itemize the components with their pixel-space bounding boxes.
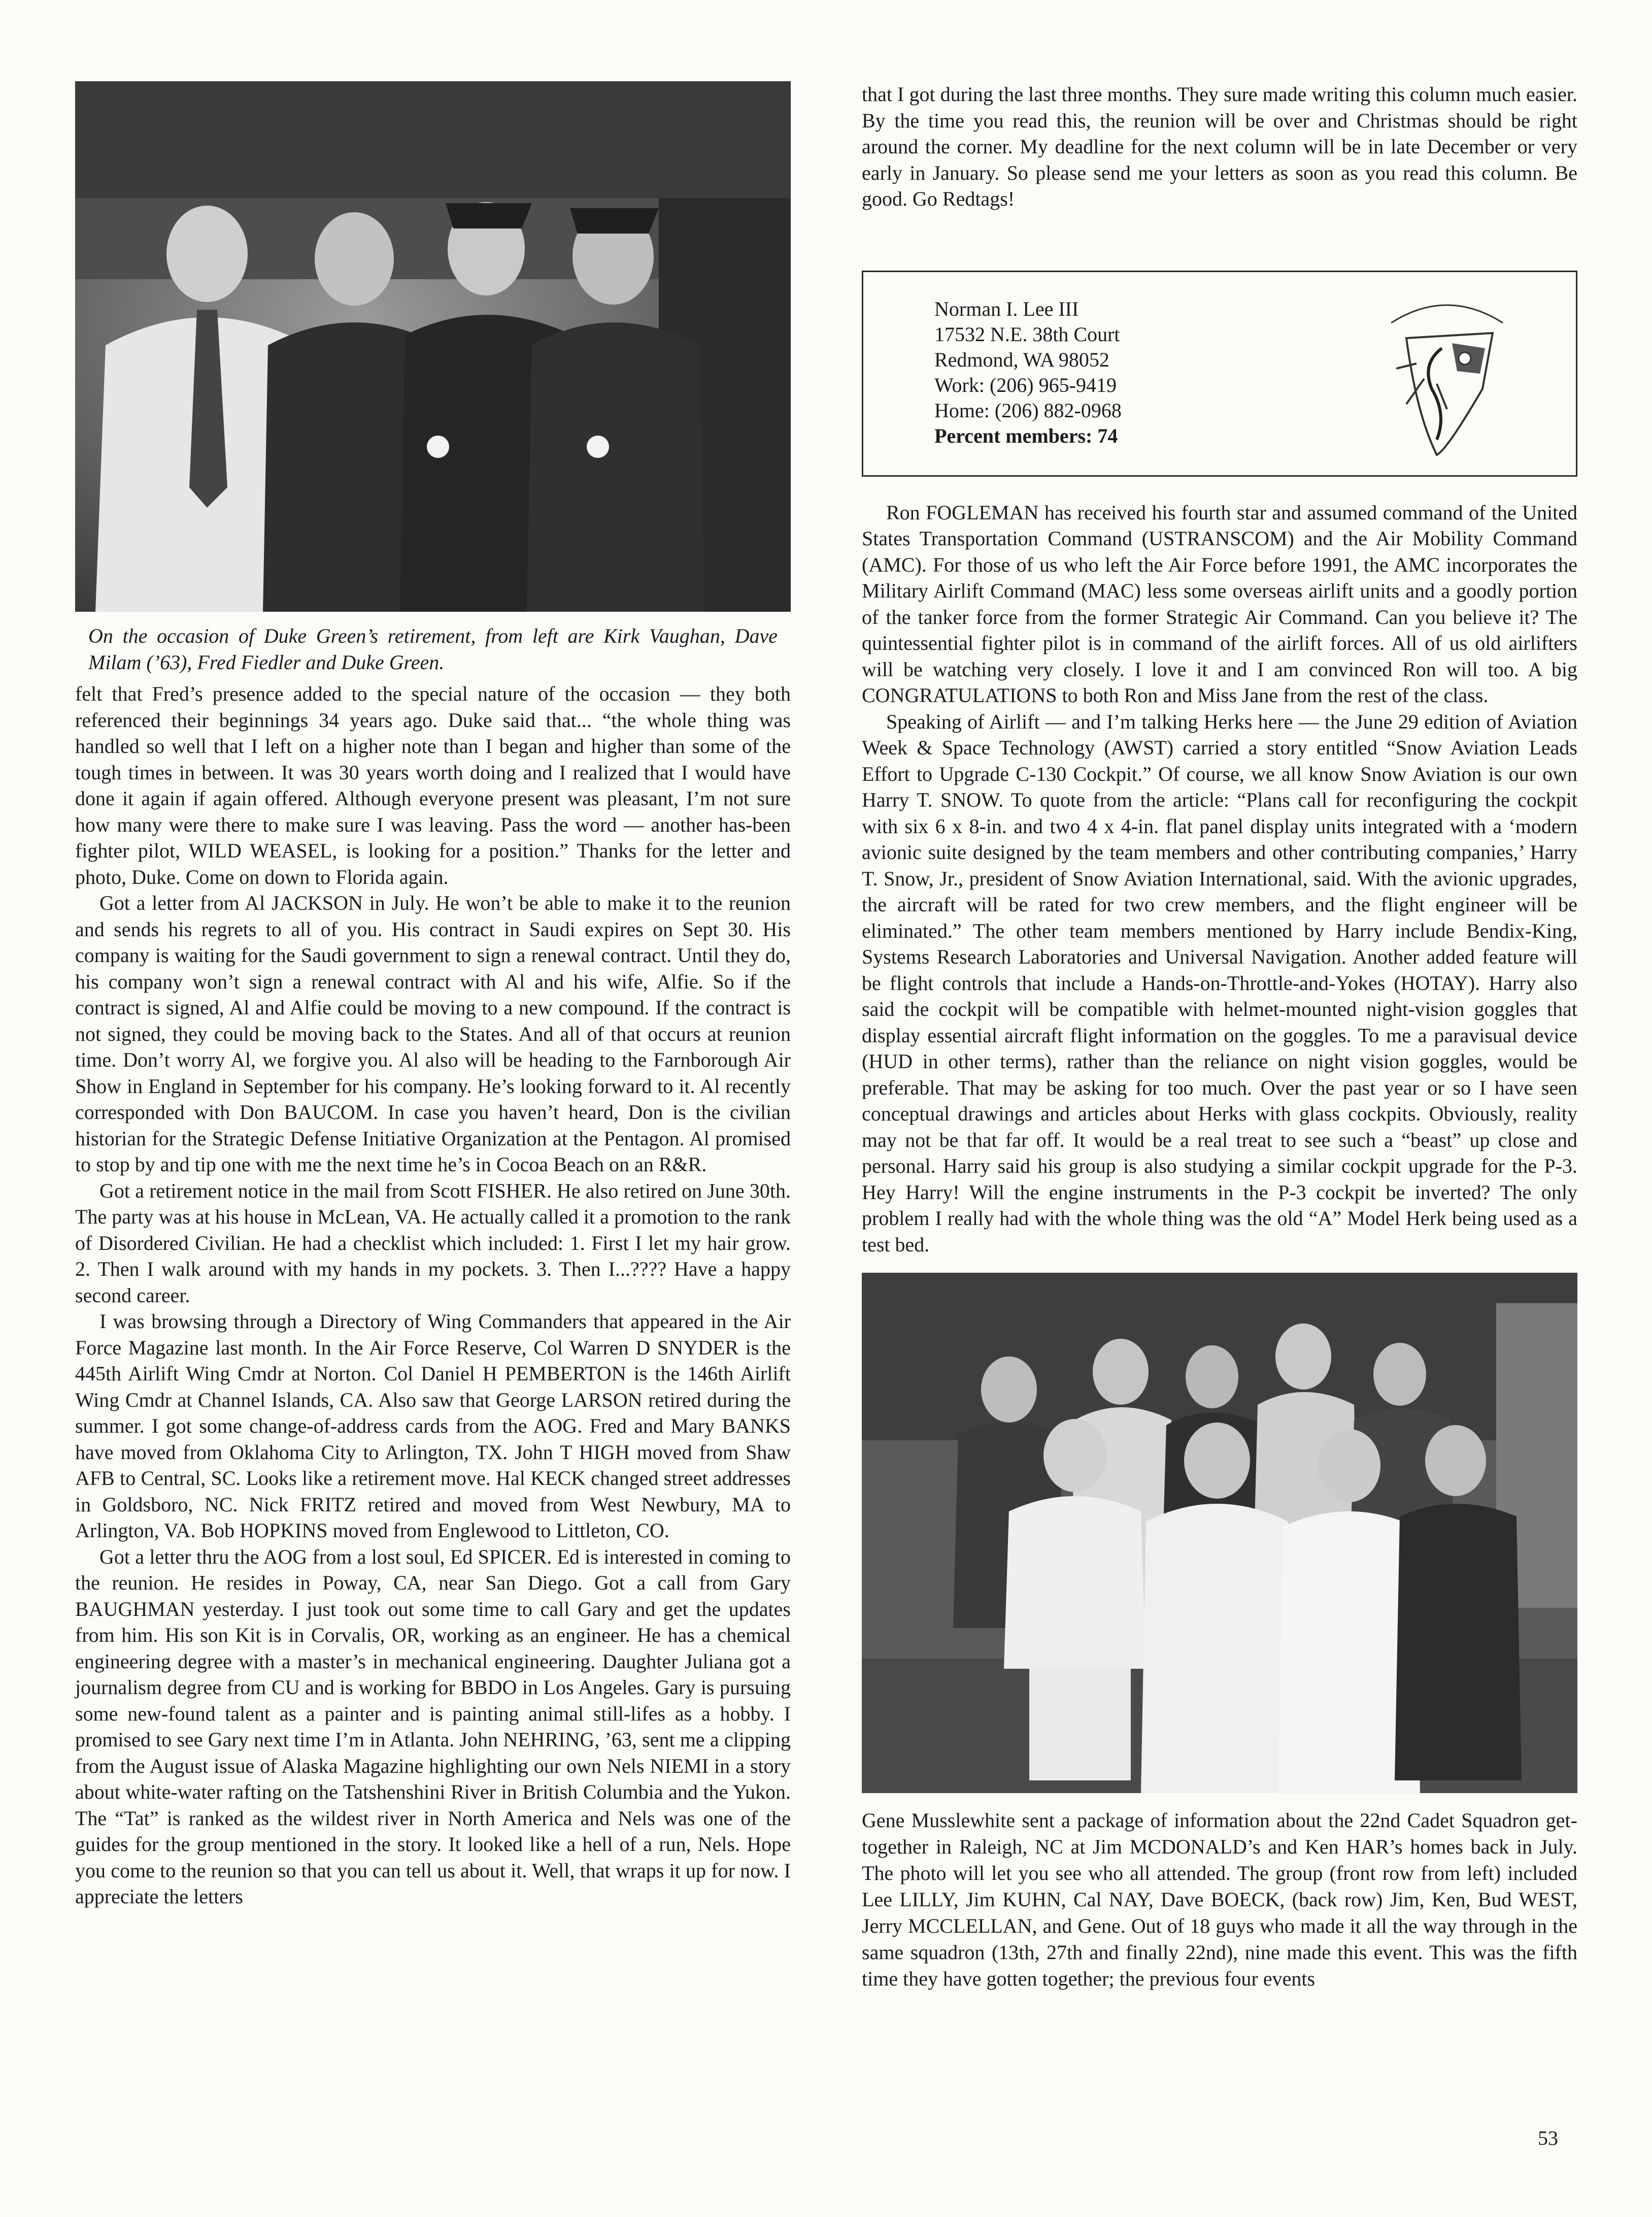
paragraph: that I got during the last three months. They sure made writing this column much easier. By the time you read this, the reunion will be over and Christmas should be right around the corner. My deadline for the next column will be in late December or very early in January. So please send me your letters as soon as you read this column. Be good. Go Redtags! <box>862 83 1577 210</box>
paragraph: Ron FOGLEMAN has received his fourth star and assumed command of the United States Transportation Command (USTRANSCOM) and the Air Mobility Command (AMC). For those of us who left the Air Force before 1991, the AMC incorporates the Military Airlift Command (MAC) less some overseas airlift units and a goodly portion of the tanker force from the former Strategic Air Command. Can you believe it? The quintessential fighter pilot is in command of the airlift forces. All of us old airlifters will be watching very closely. I love it and I am convinced Ron will too. A big CONGRATULATIONS to both Ron and Miss Jane from the rest of the class. <box>862 501 1577 707</box>
photo-1-caption: On the occasion of Duke Green’s retirement, from left are Kirk Vaughan, Dave Milam (’63), Fred Fiedler and Duke Green. <box>88 624 778 674</box>
paragraph: Got a retirement notice in the mail from Scott FISHER. He also retired on June 30th. The party was at his house in McLean, VA. He actually called it a promotion to the rank of Disordered Civilian. He had a checklist which included: 1. First I let my hair grow. 2. Then I walk around with my hands in my pockets. 3. Then I...???? Have a happy second career. <box>75 1179 791 1307</box>
page-number: 53 <box>1538 2127 1558 2149</box>
contact-city: Redmond, WA 98052 <box>934 348 1109 371</box>
reunion-group-photo <box>862 1273 1577 1793</box>
retirement-photo-figures <box>75 81 791 612</box>
squadron-insignia-icon <box>1376 287 1518 460</box>
contact-home-phone: Home: (206) 882-0968 <box>934 399 1122 422</box>
contact-work-phone: Work: (206) 965-9419 <box>934 373 1117 396</box>
paragraph: felt that Fred’s presence added to the special nature of the occasion — they both referenced their beginnings 34 years ago. Duke said that... “the whole thing was handled so well that I left on a higher note than I began and higher than some of the tough times in between. It was 30 years worth doing and I realized that I would have done it again if again offered. Although everyone present was pleasant, I’m not sure how many were there to make sure I was leaving. Pass the word — another has-been fighter pilot, WILD WEASEL, is looking for a position.” Thanks for the letter and photo, Duke. Come on down to Florida again. <box>75 682 791 888</box>
contact-lines <box>934 296 1122 449</box>
paragraph: Speaking of Airlift — and I’m talking Herks here — the June 29 edition of Aviation Week & Space Technology (AWST) carried a story entitled “Snow Aviation Leads Effort to Upgrade C-130 Cockpit.” Of course, we all know Snow Aviation is our own Harry T. SNOW. To quote from the article: “Plans call for reconfiguring the cockpit with six 6 x 8-in. and two 4 x 4-in. flat panel display units integrated with a ‘modern avionic suite designed by the team members and other contributing companies,’ Harry T. Snow, Jr., president of Snow Aviation International, said. With the avionic upgrades, the aircraft will be rated for two crew members, and the flight engineer will be eliminated.” The other team members mentioned by Harry include Bendix-King, Systems Research Laboratories and Universal Navigation. Another added feature will be flight controls that include a Hands-on-Throttle-and-Yokes (HOTAY). Harry also said the cockpit will be compatible with helmet-mounted night-vision goggles that display essential aircraft flight information on the goggles. To me a paravisual device (HUD in other terms), rather than the reliance on night vision goggles, would be preferable. That may be asking for too much. Over the past year or so I have seen conceptual drawings and articles about Herks with glass cockpits. Obviously, reality may not be that far off. It would be a real treat to see such a “beast” up close and personal. Harry said his group is also studying a similar cockpit upgrade for the P-3. Hey Harry! Will the engine instruments in the P-3 cockpit be inverted? The only problem I really had with the whole thing was the old “A” Model Herk being used as a test bed. <box>862 710 1577 1256</box>
paragraph: Got a letter thru the AOG from a lost soul, Ed SPICER. Ed is interested in coming to the reunion. He resides in Poway, CA, near San Diego. Got a call from Gary BAUGHMAN yesterday. I just took out some time to call Gary and get the updates from him. His son Kit is in Corvalis, OR, working as an engineer. He has a chemical engineering degree with a master’s in mechanical engineering. Daughter Juliana got a journalism degree from CU and is working for BBDO in Los Angeles. Gary is pursuing some new-found talent as a painter and is painting animal still-lifes as a hobby. I promised to see Gary next time I’m in Atlanta. John NEHRING, ’63, sent me a clipping from the August issue of Alaska Magazine highlighting our own Nels NIEMI in a story about white-water rafting on the Tatshenshini River in British Columbia and the Yukon. The “Tat” is ranked as the wildest river in North America and Nels was one of the guides for the group mentioned in the story. It looked like a hell of a run, Nels. Hope you come to the reunion so that you can tell us about it. Well, that wraps it up for now. I appreciate the letters <box>75 1545 791 1908</box>
paragraph: I was browsing through a Directory of Wing Commanders that appeared in the Air Force Magazine last month. In the Air Force Reserve, Col Warren D SNYDER is the 445th Airlift Wing Cmdr at Norton. Col Daniel H PEMBERTON is the 146th Airlift Wing Cmdr at Channel Islands, CA. Also saw that George LARSON retired during the summer. I got some change-of-address cards from the AOG. Fred and Mary BANKS have moved from Oklahoma City to Arlington, TX. John T HIGH moved from Shaw AFB to Central, SC. Looks like a retirement move. Hal KECK changed street addresses in Goldsboro, NC. Nick FRITZ retired and moved from West Newbury, MA to Arlington, VA. Bob HOPKINS moved from Englewood to Littleton, CO. <box>75 1310 791 1542</box>
percent-members: Percent members: 74 <box>934 424 1118 447</box>
contact-street: 17532 N.E. 38th Court <box>934 322 1120 346</box>
left-column <box>75 81 791 1910</box>
contact-box <box>862 271 1577 477</box>
contact-name: Norman I. Lee III <box>934 297 1079 320</box>
photo-2-caption: Gene Musslewhite sent a package of information about the 22nd Cadet Squadron get-together in Raleigh, NC at Jim MCDONALD’s and Ken HAR’s homes back in July. The photo will let you see who all attended. The group (front row from left) included Lee LILLY, Jim KUHN, Cal NAY, Dave BOECK, (back row) Jim, Ken, Bud WEST, Jerry MCCLELLAN, and Gene. Out of 18 guys who made it all the way through in the same squadron (13th, 27th and finally 22nd), nine made this event. This was the fifth time they have gotten together; the previous four events <box>862 1809 1577 1990</box>
reunion-group-photo-figures <box>862 1273 1577 1793</box>
paragraph: Got a letter from Al JACKSON in July. He won’t be able to make it to the reunion and sends his regrets to all of you. His contract in Saudi expires on Sept 30. His company is waiting for the Saudi government to sign a renewal contract. Until they do, his company won’t sign a renewal contract with Al and his wife, Alfie. So if the contract is signed, Al and Alfie could be moving to a new compound. If the contract is not signed, they could be moving back to the States. And all of that occurs at reunion time. Don’t worry Al, we forgive you. Al also will be heading to the Farnborough Air Show in England in September for his company. He’s looking forward to it. Al recently corresponded with Don BAUCOM. In case you haven’t heard, Don is the civilian historian for the Strategic Defense Initiative Organization at the Pentagon. Al promised to stop by and tip one with me the next time he’s in Cocoa Beach on an R&R. <box>75 891 791 1176</box>
retirement-photo <box>75 81 791 612</box>
right-column <box>862 81 1577 1992</box>
